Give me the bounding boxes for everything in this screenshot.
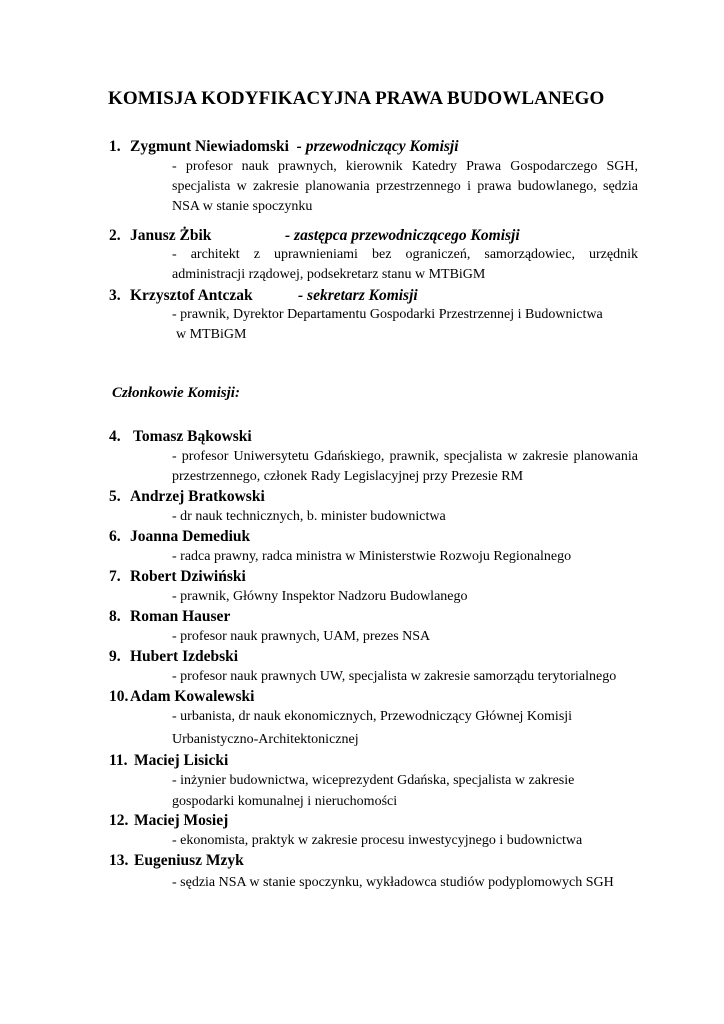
entry-number: 5. <box>109 488 121 505</box>
member-description: - profesor Uniwersytetu Gdańskiego, prawnik, specjalista w zakresie planowania przestrzennego, członek Rady Legislacyjnej przy Prezesie RM <box>172 449 638 484</box>
member-name: Eugeniusz Mzyk <box>134 852 244 869</box>
entry-number: 6. <box>109 528 121 545</box>
entry-heading <box>109 138 459 156</box>
entry-heading <box>109 428 252 446</box>
member-name: Maciej Mosiej <box>134 812 229 829</box>
member-name: Robert Dziwiński <box>130 568 246 585</box>
member-name: Roman Hauser <box>130 608 231 625</box>
entry-number: 11. <box>109 752 128 769</box>
member-role: - przewodniczący Komisji <box>296 138 459 155</box>
entry-heading <box>109 648 238 666</box>
member-role: - zastępca przewodniczącego Komisji <box>285 227 520 244</box>
entry-heading <box>109 688 254 706</box>
entry-number: 9. <box>109 648 121 665</box>
member-description: - profesor nauk prawnych, UAM, prezes NSA <box>172 629 431 644</box>
member-description: - dr nauk technicznych, b. minister budownictwa <box>172 509 446 524</box>
entry-heading <box>109 227 211 245</box>
member-description: - sędzia NSA w stanie spoczynku, wykładowca studiów podyplomowych SGH <box>172 875 614 890</box>
member-description: - ekonomista, praktyk w zakresie procesu inwestycyjnego i budownictwa <box>172 833 583 848</box>
entry-heading <box>109 852 244 870</box>
entry-number: 8. <box>109 608 121 625</box>
entry-heading <box>109 287 253 305</box>
entry-number: 3. <box>109 287 121 304</box>
member-description: - prawnik, Główny Inspektor Nadzoru Budowlanego <box>172 589 468 604</box>
entry-number: 10. <box>109 688 129 705</box>
member-description: Urbanistyczno-Architektonicznej <box>172 732 359 747</box>
member-description: - prawnik, Dyrektor Departamentu Gospodarki Przestrzennej i Budownictwa <box>172 307 603 322</box>
member-description: - architekt z uprawnieniami bez ograniczeń, samorządowiec, urzędnik administracji rządowej, podsekretarz stanu w MTBiGM <box>172 247 638 282</box>
member-name: Joanna Demediuk <box>130 528 251 545</box>
entry-number: 13. <box>109 852 129 869</box>
member-name: Krzysztof Antczak <box>130 287 253 304</box>
member-name: Adam Kowalewski <box>130 688 255 705</box>
entry-number: 7. <box>109 568 121 585</box>
entry-heading <box>109 752 228 770</box>
member-name: Janusz Żbik <box>130 227 212 244</box>
entry-number: 1. <box>109 138 121 155</box>
member-description: - urbanista, dr nauk ekonomicznych, Przewodniczący Głównej Komisji <box>172 709 573 724</box>
entry-number: 2. <box>109 227 121 244</box>
entry-heading <box>109 528 250 546</box>
entry-number: 4. <box>109 428 121 445</box>
section-heading: Członkowie Komisji: <box>112 385 240 401</box>
member-description: w MTBiGM <box>176 327 247 342</box>
entry-heading <box>109 608 230 626</box>
member-description: - profesor nauk prawnych, kierownik Katedry Prawa Gospodarczego SGH, specjalista w zakresie planowania przestrzennego i prawa budowlanego, sędzia NSA w stanie spoczynku <box>172 159 638 214</box>
member-name: Maciej Lisicki <box>134 752 229 769</box>
member-description: gospodarki komunalnej i nieruchomości <box>172 794 398 809</box>
member-role: - sekretarz Komisji <box>298 287 418 304</box>
member-name: Andrzej Bratkowski <box>130 488 265 505</box>
member-name: Hubert Izdebski <box>130 648 239 665</box>
entry-heading <box>109 812 228 830</box>
member-description: - inżynier budownictwa, wiceprezydent Gdańska, specjalista w zakresie <box>172 773 575 788</box>
member-name: Tomasz Bąkowski <box>133 428 252 445</box>
member-name: Zygmunt Niewiadomski <box>130 138 289 155</box>
entry-heading <box>109 568 246 586</box>
member-description: - profesor nauk prawnych UW, specjalista w zakresie samorządu terytorialnego <box>172 669 617 684</box>
page-title: KOMISJA KODYFIKACYJNA PRAWA BUDOWLANEGO <box>108 88 605 109</box>
entry-number: 12. <box>109 812 129 829</box>
member-description: - radca prawny, radca ministra w Ministerstwie Rozwoju Regionalnego <box>172 549 572 564</box>
entry-heading <box>109 488 265 506</box>
